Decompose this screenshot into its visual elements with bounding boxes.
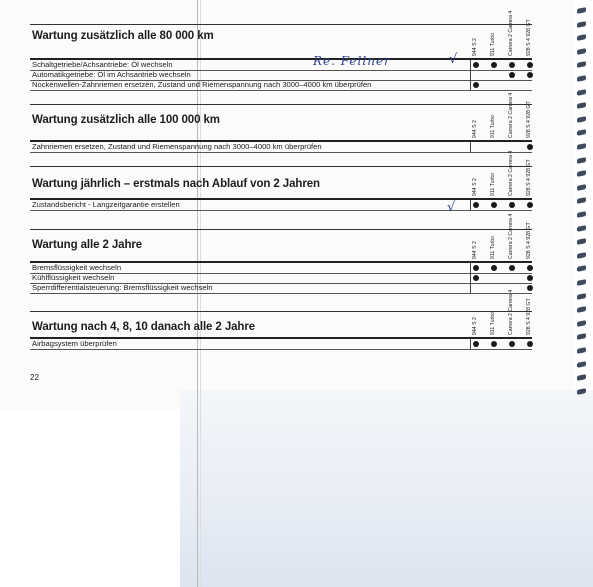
spiral-ring bbox=[577, 61, 586, 68]
column-header: Carrera 2 Carrera 4 bbox=[508, 213, 514, 259]
spiral-ring bbox=[577, 116, 586, 123]
row-label: Zahnriemen ersetzen, Zustand und Riemenspannung nach 3000–4000 km überprüfen bbox=[32, 142, 322, 151]
spiral-ring bbox=[577, 333, 586, 340]
spiral-ring bbox=[577, 129, 586, 136]
column-header: 944 S 2 bbox=[472, 178, 478, 196]
section-top-rule bbox=[30, 311, 532, 312]
column-divider bbox=[470, 60, 471, 70]
column-header: 944 S 2 bbox=[472, 317, 478, 335]
spiral-ring bbox=[577, 143, 586, 150]
applies-dot bbox=[527, 72, 533, 78]
applies-dot bbox=[491, 265, 497, 271]
column-header: 928 S 4 928 GT bbox=[526, 298, 532, 335]
row-label: Airbagsystem überprüfen bbox=[32, 339, 117, 348]
column-header: 911 Turbo bbox=[490, 115, 496, 138]
spiral-ring bbox=[577, 89, 586, 96]
spiral-ring bbox=[577, 265, 586, 272]
spiral-ring bbox=[577, 374, 586, 381]
schedule-row bbox=[30, 283, 532, 294]
section-title: Wartung zusätzlich alle 100 000 km bbox=[32, 114, 220, 126]
column-header: 928 S 4 928 GT bbox=[526, 19, 532, 56]
applies-dot bbox=[509, 72, 515, 78]
column-header: 911 Turbo bbox=[490, 173, 496, 196]
row-label: Sperrdifferentialsteuerung: Bremsflüssigkeit wechseln bbox=[32, 283, 213, 292]
column-divider bbox=[470, 283, 471, 293]
column-header: 911 Turbo bbox=[490, 236, 496, 259]
column-header: 944 S 2 bbox=[472, 38, 478, 56]
spiral-ring bbox=[577, 48, 586, 55]
page-number: 22 bbox=[30, 373, 39, 382]
spiral-ring bbox=[577, 102, 586, 109]
column-divider bbox=[470, 70, 471, 80]
background-surface bbox=[180, 390, 593, 587]
applies-dot bbox=[473, 202, 479, 208]
spiral-ring bbox=[577, 197, 586, 204]
column-header: 928 S 4 928 GT bbox=[526, 159, 532, 196]
schedule-row bbox=[30, 80, 532, 91]
section-title: Wartung alle 2 Jahre bbox=[32, 239, 143, 251]
spiral-ring bbox=[577, 306, 586, 313]
column-header: Carrera 2 Carrera 4 bbox=[508, 289, 514, 335]
section-top-rule bbox=[30, 104, 532, 105]
spiral-ring bbox=[577, 252, 586, 259]
spiral-ring bbox=[577, 7, 586, 14]
schedule-row bbox=[30, 200, 532, 211]
handwritten-check-1: √ bbox=[449, 52, 458, 67]
column-header: 911 Turbo bbox=[490, 33, 496, 56]
row-label: Zustandsbericht - Langzeitgarantie erstellen bbox=[32, 200, 180, 209]
section-top-rule bbox=[30, 166, 532, 167]
spiral-ring bbox=[577, 211, 586, 218]
column-header: 928 S 4 928 GT bbox=[526, 222, 532, 259]
spiral-ring bbox=[577, 293, 586, 300]
column-header: Carrera 2 Carrera 4 bbox=[508, 92, 514, 138]
section-title: Wartung jährlich – erstmals nach Ablauf von 2 Jahren bbox=[32, 178, 320, 190]
applies-dot bbox=[491, 341, 497, 347]
row-label: Schaltgetriebe/Achsantriebe: Öl wechseln bbox=[32, 60, 173, 69]
spiral-ring bbox=[577, 238, 586, 245]
spiral-ring bbox=[577, 157, 586, 164]
schedule-row bbox=[30, 339, 532, 350]
applies-dot bbox=[491, 202, 497, 208]
spiral-ring bbox=[577, 170, 586, 177]
applies-dot bbox=[527, 62, 533, 68]
section-top-rule bbox=[30, 229, 532, 230]
applies-dot bbox=[509, 265, 515, 271]
schedule-section bbox=[30, 150, 532, 214]
row-label: Kühlflüssigkeit wechseln bbox=[32, 273, 115, 282]
applies-dot bbox=[491, 62, 497, 68]
section-title: Wartung zusätzlich alle 80 000 km bbox=[32, 30, 214, 42]
spiral-ring bbox=[577, 225, 586, 232]
column-header: Carrera 2 Carrera 4 bbox=[508, 10, 514, 56]
column-divider bbox=[470, 273, 471, 283]
column-header: 944 S 2 bbox=[472, 120, 478, 138]
schedule-section bbox=[30, 289, 532, 353]
applies-dot bbox=[527, 265, 533, 271]
column-header: 911 Turbo bbox=[490, 312, 496, 335]
applies-dot bbox=[527, 144, 533, 150]
applies-dot bbox=[473, 275, 479, 281]
applies-dot bbox=[527, 341, 533, 347]
applies-dot bbox=[509, 202, 515, 208]
row-label: Bremsflüssigkeit wechseln bbox=[32, 263, 122, 272]
column-divider bbox=[470, 263, 471, 273]
applies-dot bbox=[473, 82, 479, 88]
spiral-ring bbox=[577, 347, 586, 354]
spiral-ring bbox=[577, 21, 586, 28]
section-top-rule bbox=[30, 24, 532, 25]
applies-dot bbox=[473, 265, 479, 271]
column-divider bbox=[470, 339, 471, 349]
column-header: Carrera 2 Carrera 4 bbox=[508, 150, 514, 196]
row-label: Nockenwellen-Zahnriemen ersetzen, Zustand und Riemenspannung nach 3000–4000 km überprüfen bbox=[32, 80, 372, 89]
column-header: 928 S 4 928 GT bbox=[526, 101, 532, 138]
column-header: 944 S 2 bbox=[472, 241, 478, 259]
spiral-ring bbox=[577, 361, 586, 368]
column-divider bbox=[470, 142, 471, 152]
spiral-ring bbox=[577, 34, 586, 41]
spiral-ring bbox=[577, 75, 586, 82]
schedule-row bbox=[30, 142, 532, 153]
applies-dot bbox=[473, 62, 479, 68]
spiral-ring bbox=[577, 184, 586, 191]
schedule-section bbox=[30, 213, 532, 297]
spiral-binding bbox=[573, 6, 593, 406]
applies-dot bbox=[473, 341, 479, 347]
column-divider bbox=[470, 200, 471, 210]
handwritten-check-2: √ bbox=[447, 200, 456, 215]
column-divider bbox=[470, 80, 471, 90]
spiral-ring bbox=[577, 388, 586, 395]
applies-dot bbox=[527, 285, 533, 291]
handwritten-note: Re. Fellner bbox=[313, 54, 391, 68]
applies-dot bbox=[509, 62, 515, 68]
applies-dot bbox=[527, 202, 533, 208]
schedule-section bbox=[30, 92, 532, 156]
spiral-ring bbox=[577, 279, 586, 286]
row-label: Automatikgetriebe: Öl im Achsantrieb wechseln bbox=[32, 70, 191, 79]
section-title: Wartung nach 4, 8, 10 danach alle 2 Jahre bbox=[32, 321, 256, 333]
applies-dot bbox=[509, 341, 515, 347]
spiral-ring bbox=[577, 320, 586, 327]
applies-dot bbox=[527, 275, 533, 281]
